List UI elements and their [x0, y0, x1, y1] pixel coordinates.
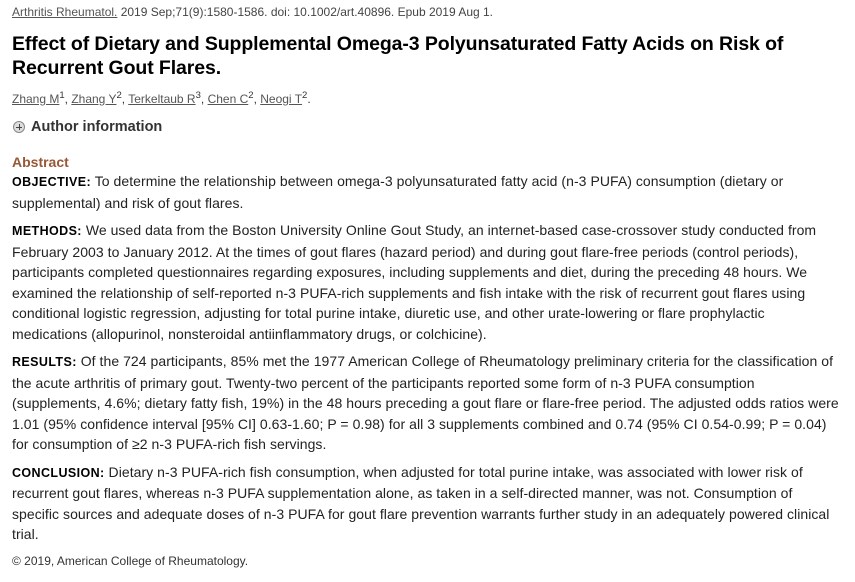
author-link[interactable]: Zhang Y [71, 92, 117, 106]
expand-plus-icon[interactable] [13, 121, 25, 133]
article-title: Effect of Dietary and Supplemental Omega-3 Polyunsaturated Fatty Acids on Risk of Recurrent Gout Flares. [12, 33, 784, 79]
author-affiliation-number: 2 [116, 90, 122, 101]
citation-details: 2019 Sep;71(9):1580-1586. doi: 10.1002/art.40896. Epub 2019 Aug 1. [117, 5, 494, 19]
author-affiliation-number: 1 [59, 90, 65, 101]
author-separator: , [121, 92, 129, 106]
abstract-objective [12, 171, 843, 213]
author-information-toggle[interactable] [12, 119, 843, 135]
section-text: Dietary n-3 PUFA-rich fish consumption, when adjusted for total purine intake, was associated with lower risk of recurrent gout flares, whereas n-3 PUFA supplementation alone, as taken in a self-directed manner, was not. Consumption of specific sources and adequate doses of n-3 PUFA for gout flare prevention warrants further study in an adequately powered clinical trial. [12, 463, 830, 542]
author-information-label: Author information [31, 119, 163, 135]
author-affiliation-number: 3 [195, 90, 201, 101]
abstract-body [12, 171, 843, 545]
author-link[interactable]: Neogi T [260, 92, 303, 106]
abstract-results [12, 351, 843, 455]
author-affiliation-number: 2 [248, 90, 254, 101]
author-separator: , [200, 92, 208, 106]
author-separator: , [64, 92, 72, 106]
section-text: Of the 724 participants, 85% met the 1977 American College of Rheumatology preliminary criteria for the classification of the acute arthritis of primary gout. Twenty-two percent of the participants reported some form of n-3 PUFA consumption (supplements, 4.6%; dietary fatty fish, 19%) in the 48 hours preceding a gout flare or flare-free period. The adjusted odds ratios were 1.01 (95% confidence interval [95% CI] 0.63-1.60; P = 0.98) for all 3 supplements combined and 0.74 (95% CI 0.54-0.99; P = 0.04) for consumption of ≥2 n-3 PUFA-rich fish servings. [12, 353, 839, 452]
author-list [12, 91, 843, 107]
abstract-heading: Abstract [12, 154, 69, 170]
copyright-notice: © 2019, American College of Rheumatology. [12, 553, 249, 568]
section-label: CONCLUSION: [12, 465, 105, 480]
journal-link[interactable]: Arthritis Rheumatol. [12, 5, 118, 19]
abstract-conclusion [12, 462, 843, 545]
section-label: OBJECTIVE: [12, 175, 92, 189]
author-separator: , [253, 92, 261, 106]
author-link[interactable]: Chen C [207, 92, 249, 106]
section-label: RESULTS: [12, 355, 77, 369]
author-affiliation-number: 2 [302, 90, 308, 101]
section-text: To determine the relationship between omega-3 polyunsaturated fatty acid (n-3 PUFA) consumption (dietary or supplemental) and risk of gout flares. [12, 173, 784, 211]
author-separator: . [307, 92, 311, 106]
author-link[interactable]: Zhang M [12, 92, 60, 106]
section-label: METHODS: [12, 224, 82, 238]
citation [12, 4, 843, 20]
abstract-methods [12, 220, 843, 344]
section-text: We used data from the Boston University Online Gout Study, an internet-based case-crossover study conducted from February 2003 to January 2012. At the times of gout flares (hazard period) and during gout flare-free periods (control periods), participants completed questionnaires regarding exposures, including supplements and diet, during the preceding 48 hours. We examined the relationship of self-reported n-3 PUFA-rich supplements and fish intake with the risk of recurrent gout flares using conditional logistic regression, adjusting for total purine intake, diuretic use, and other urate-lowering or flare prophylactic medications (allopurinol, nonsteroidal antiinflammatory drugs, or colchicine). [12, 222, 817, 342]
author-link[interactable]: Terkeltaub R [128, 92, 196, 106]
